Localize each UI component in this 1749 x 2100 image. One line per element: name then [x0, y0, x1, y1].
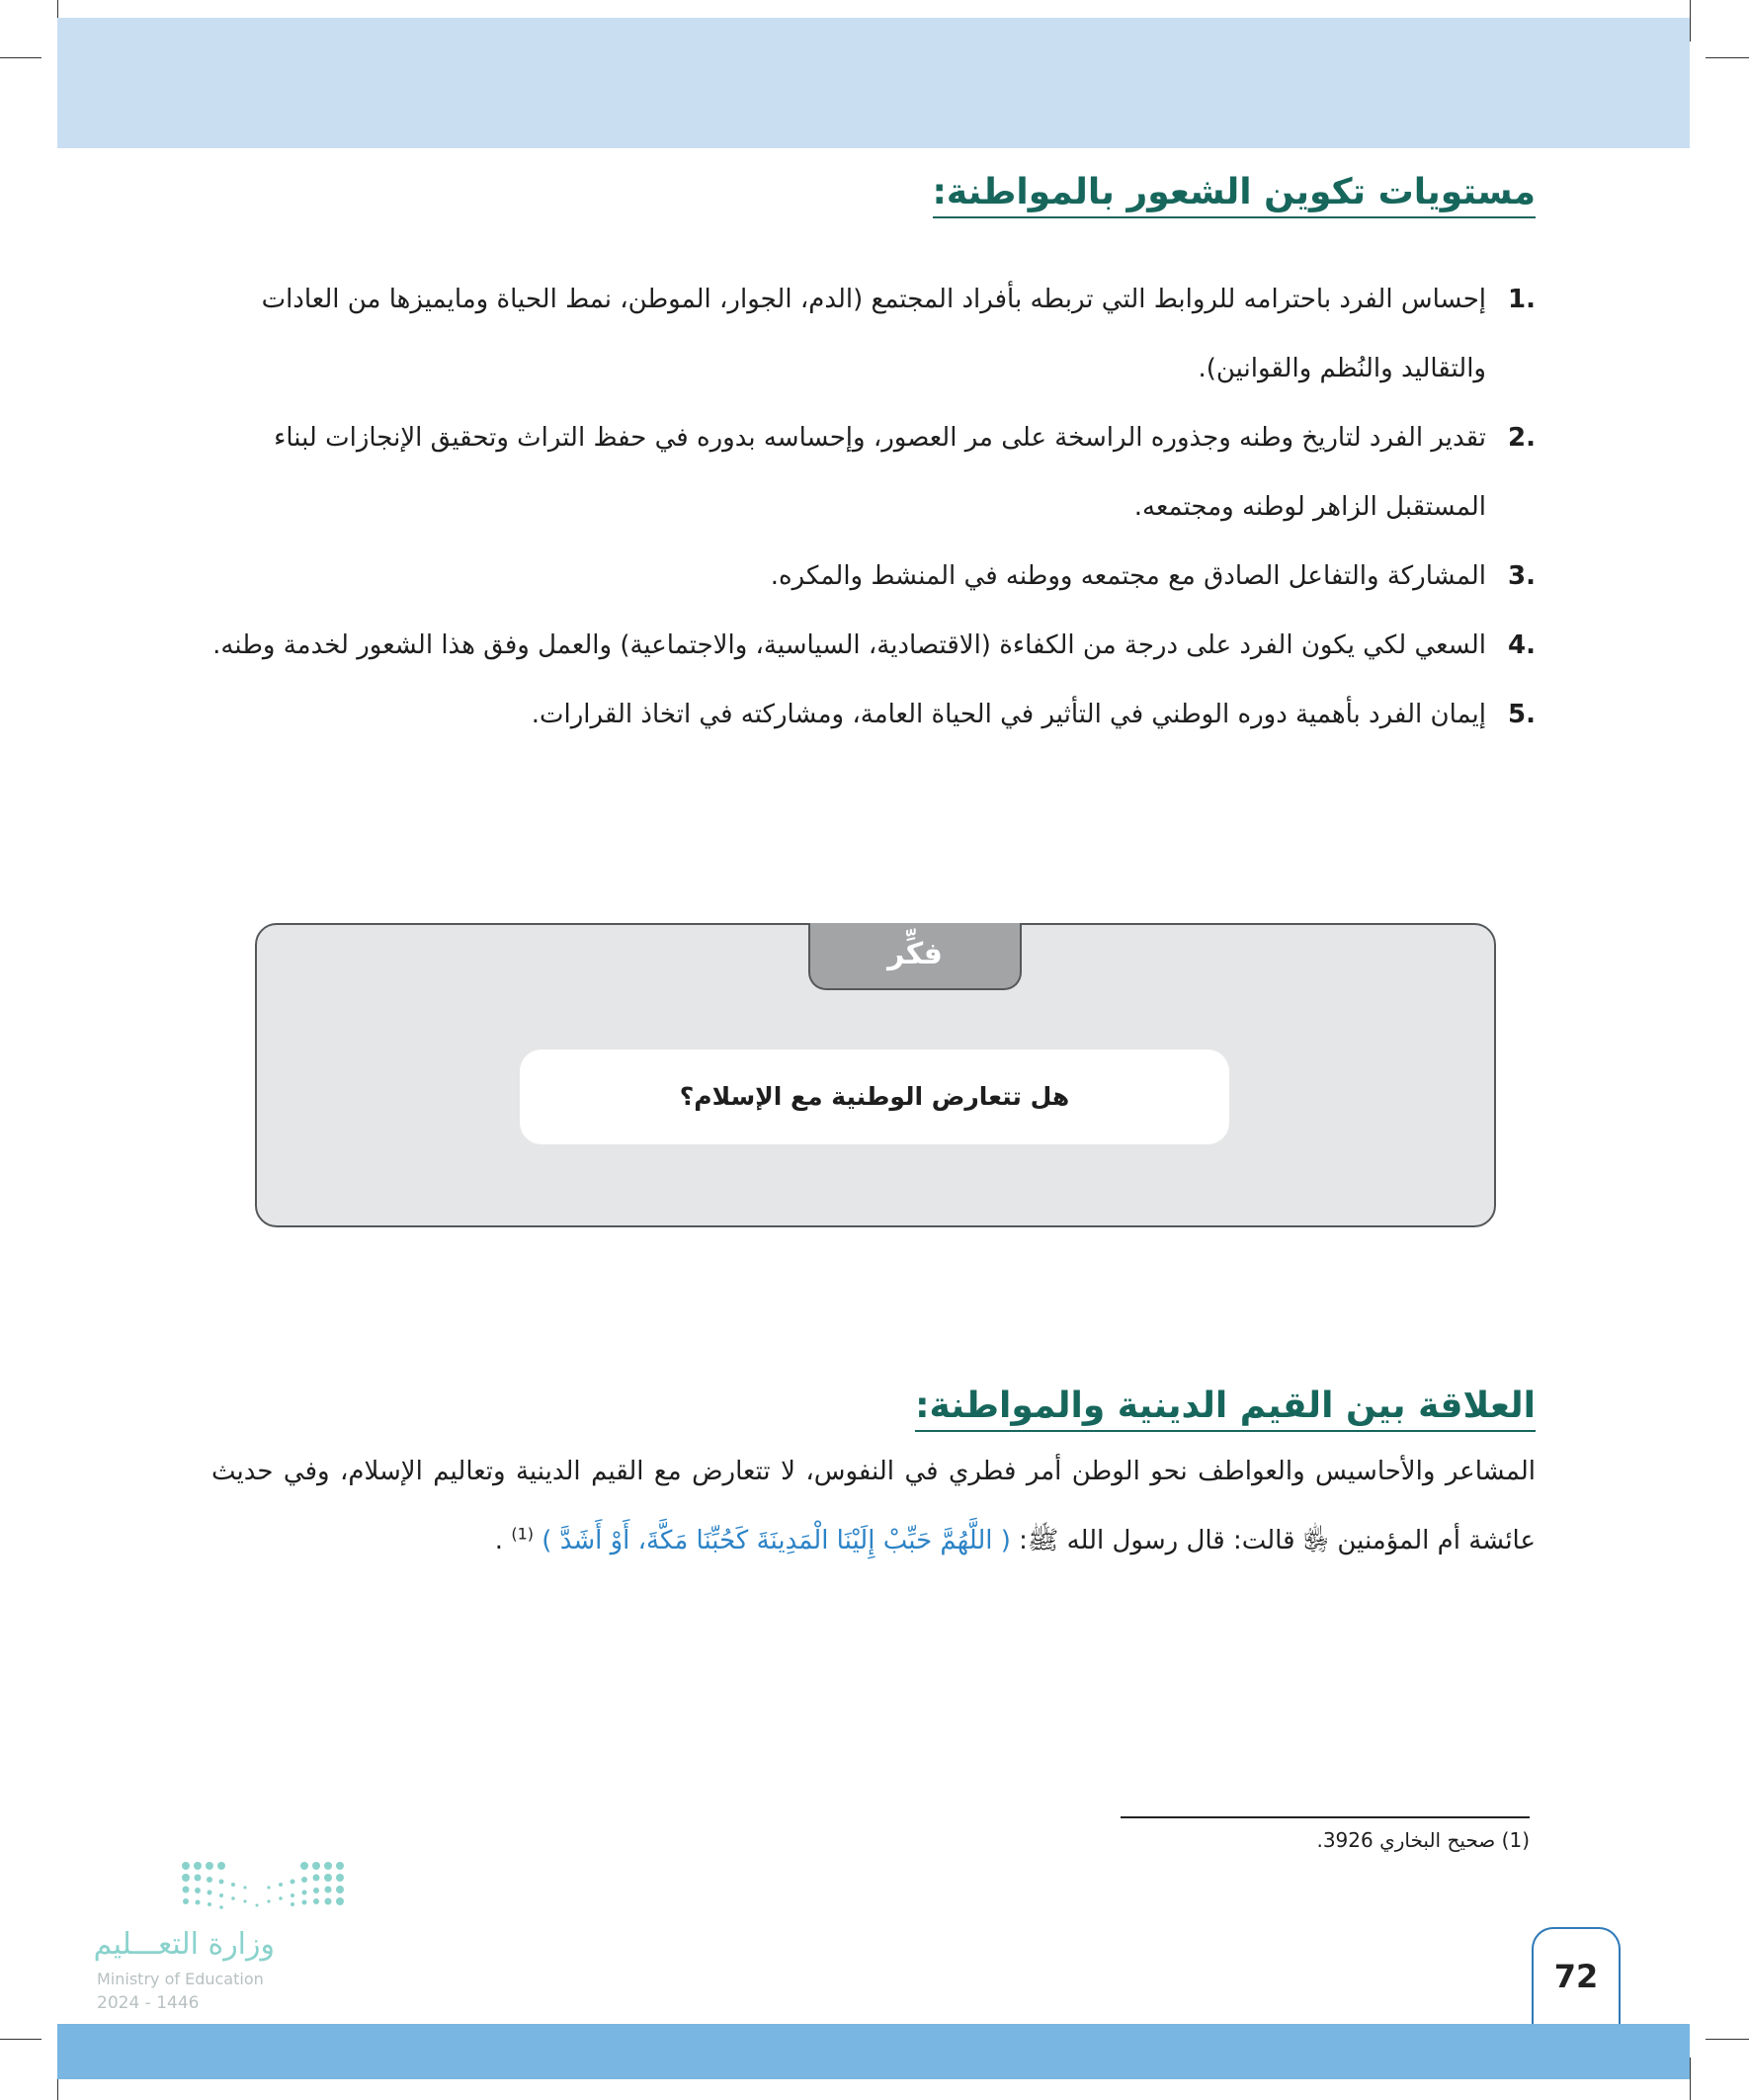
- paragraph-intro: المشاعر والأحاسيس والعواطف نحو الوطن أمر فطري في النفوس، لا تتعارض مع القيم الدينية وتعاليم الإسلام، وفي حديث عائشة أم المؤمنين ﵂ قالت: قال رسول الله ﷺ:: [211, 1457, 1536, 1555]
- crop-mark: [0, 57, 42, 58]
- item-text: تقدير الفرد لتاريخ وطنه وجذوره الراسخة على مر العصور، وإحساسه بدوره في حفظ التراث وتحقيق الإنجازات لبناء المستقبل الزاهر لوطنه ومجتمعه.: [274, 423, 1486, 522]
- paragraph-end: .: [494, 1526, 504, 1555]
- page-number: 72: [1532, 1927, 1621, 2026]
- ministry-name-arabic: وزارة التعـــليم: [93, 1927, 275, 1962]
- section-heading-citizenship-levels: مستويات تكوين الشعور بالمواطنة:: [933, 172, 1536, 218]
- think-tab-label: فكِّر: [808, 923, 1022, 990]
- item-text: المشاركة والتفاعل الصادق مع مجتمعه ووطنه في المنشط والمكره.: [770, 561, 1486, 591]
- footnote-divider: [1121, 1816, 1530, 1818]
- section-heading-religious-values: العلاقة بين القيم الدينية والمواطنة:: [915, 1386, 1536, 1432]
- crop-mark: [1690, 2058, 1691, 2100]
- crop-mark: [1706, 57, 1749, 58]
- crop-mark: [0, 2039, 42, 2040]
- bottom-color-band: [57, 2024, 1690, 2079]
- item-number: 5 .: [1508, 680, 1536, 749]
- relation-paragraph: [211, 1437, 1536, 1575]
- item-text: إحساس الفرد باحترامه للروابط التي تربطه بأفراد المجتمع (الدم، الجوار، الموطن، نمط الحياة ومايميزها من العادات والتقاليد والنُظم والقوانين).: [261, 285, 1486, 383]
- footnote: (1) صحيح البخاري 3926.: [1316, 1828, 1530, 1852]
- citizenship-levels-list: [211, 265, 1536, 749]
- list-item: [211, 542, 1536, 611]
- item-text: السعي لكي يكون الفرد على درجة من الكفاءة (الاقتصادية، السياسية، والاجتماعية) والعمل وفق هذا الشعور لخدمة وطنه.: [212, 630, 1486, 660]
- footnote-reference: (1): [511, 1524, 535, 1544]
- ministry-year: 2024 - 1446: [97, 1993, 200, 2013]
- crop-mark: [1690, 0, 1691, 42]
- ministry-name-english: Ministry of Education: [97, 1970, 264, 1988]
- list-item: [211, 680, 1536, 749]
- think-question: هل تتعارض الوطنية مع الإسلام؟: [520, 1050, 1229, 1144]
- top-color-band: [57, 18, 1690, 148]
- item-number: 2 .: [1508, 403, 1536, 472]
- list-item: [211, 611, 1536, 680]
- list-item: [211, 403, 1536, 542]
- list-item: [211, 265, 1536, 403]
- crop-mark: [1706, 2039, 1749, 2040]
- item-text: إيمان الفرد بأهمية دوره الوطني في التأثير في الحياة العامة، ومشاركته في اتخاذ القرارات.: [531, 700, 1486, 729]
- item-number: 3 .: [1508, 542, 1536, 611]
- item-number: 4 .: [1508, 611, 1536, 680]
- item-number: 1 .: [1508, 265, 1536, 334]
- hadith-quote: ( اللَّهُمَّ حَبِّبْ إِلَيْنَا الْمَدِينَةَ كَحُبِّنَا مَكَّةَ، أَوْ أَشَدَّ ): [541, 1526, 1011, 1555]
